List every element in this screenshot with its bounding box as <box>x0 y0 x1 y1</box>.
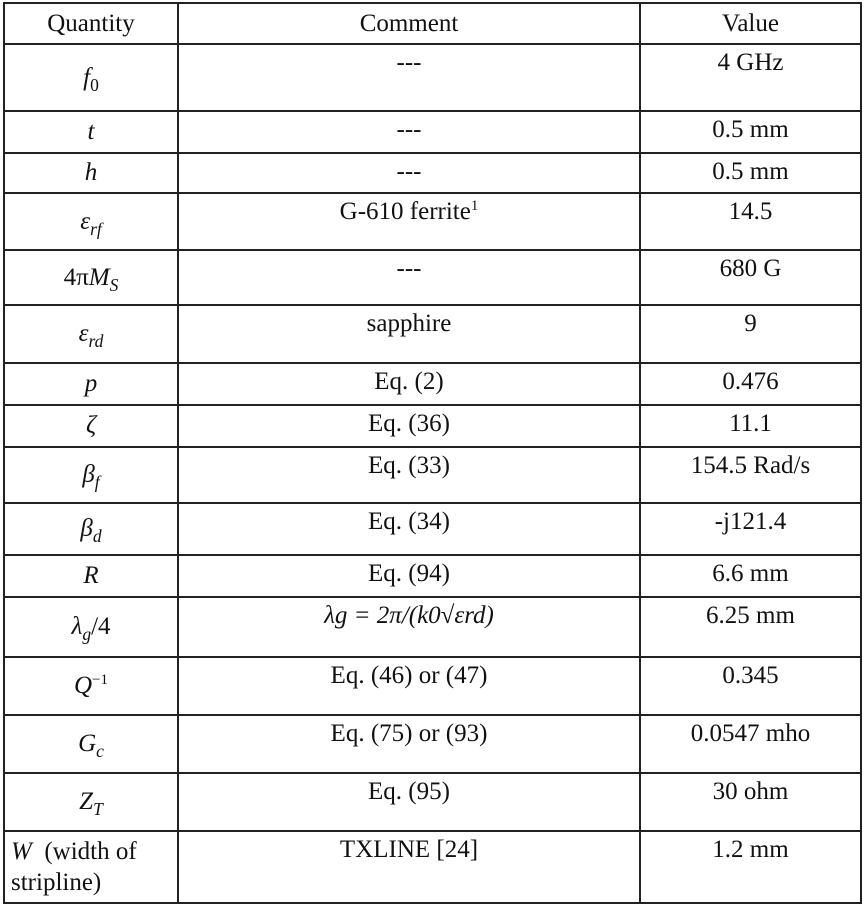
quantity-cell: $f_0$ <box>4 44 178 111</box>
table-row <box>4 405 861 447</box>
value-cell: 680 G <box>640 250 861 305</box>
value-cell: -j121.4 <box>640 503 861 555</box>
quantity-cell: $G_c$ <box>4 715 178 773</box>
table-row <box>4 111 861 153</box>
comment-cell: --- <box>178 44 640 111</box>
value-cell: 0.0547 mho <box>640 715 861 773</box>
table-row <box>4 773 861 831</box>
quantity-cell: $Q^{-1}$ <box>4 657 178 715</box>
value-cell: 9 <box>640 305 861 363</box>
quantity-cell: $\varepsilon_{rf}$ <box>4 193 178 250</box>
comment-cell: --- <box>178 250 640 305</box>
value-cell: 1.2 mm <box>640 831 861 903</box>
comment-cell: G-610 ferrite$^1$ <box>178 193 640 250</box>
comment-cell: Eq. (34) <box>178 503 640 555</box>
table-row <box>4 657 861 715</box>
table-row <box>4 503 861 555</box>
quantity-cell: $\beta_d$ <box>4 503 178 555</box>
value-cell: 0.5 mm <box>640 153 861 193</box>
comment-cell: sapphire <box>178 305 640 363</box>
parameters-table <box>3 2 862 904</box>
table-row <box>4 447 861 503</box>
table-row <box>4 250 861 305</box>
header-comment: Comment <box>178 3 640 44</box>
quantity-cell: h <box>4 153 178 193</box>
comment-cell: Eq. (33) <box>178 447 640 503</box>
comment-cell: Eq. (36) <box>178 405 640 447</box>
table-row <box>4 555 861 597</box>
comment-cell: Eq. (75) or (93) <box>178 715 640 773</box>
value-cell: 30 ohm <box>640 773 861 831</box>
value-cell: 154.5 Rad/s <box>640 447 861 503</box>
value-cell: 0.476 <box>640 363 861 405</box>
table-row <box>4 193 861 250</box>
table-row <box>4 597 861 657</box>
quantity-cell: $Z_T$ <box>4 773 178 831</box>
comment-cell: Eq. (2) <box>178 363 640 405</box>
value-cell: 4 GHz <box>640 44 861 111</box>
comment-cell: Eq. (46) or (47) <box>178 657 640 715</box>
table-row <box>4 153 861 193</box>
value-cell: 0.345 <box>640 657 861 715</box>
comment-cell: Eq. (95) <box>178 773 640 831</box>
value-cell: 0.5 mm <box>640 111 861 153</box>
value-cell: 14.5 <box>640 193 861 250</box>
quantity-cell: ζ <box>4 405 178 447</box>
quantity-cell: $\lambda_g/4$ <box>4 597 178 657</box>
table-row <box>4 831 861 903</box>
header-row <box>4 3 861 44</box>
value-cell: 6.6 mm <box>640 555 861 597</box>
comment-cell: --- <box>178 153 640 193</box>
table-row <box>4 305 861 363</box>
quantity-cell: $4\pi M_S$ <box>4 250 178 305</box>
wavelength-formula: λg = 2π/(k0√εrd) <box>178 597 640 657</box>
value-cell: 11.1 <box>640 405 861 447</box>
quantity-cell: t <box>4 111 178 153</box>
table-row <box>4 715 861 773</box>
quantity-cell: p <box>4 363 178 405</box>
comment-cell: --- <box>178 111 640 153</box>
header-value: Value <box>640 3 861 44</box>
quantity-cell: $\beta_f$ <box>4 447 178 503</box>
table-row <box>4 44 861 111</box>
header-quantity: Quantity <box>4 3 178 44</box>
quantity-cell: R <box>4 555 178 597</box>
comment-cell: TXLINE [24] <box>178 831 640 903</box>
table-row <box>4 363 861 405</box>
quantity-cell: W (width of stripline) <box>4 831 178 903</box>
quantity-cell: $\varepsilon_{rd}$ <box>4 305 178 363</box>
comment-cell: Eq. (94) <box>178 555 640 597</box>
value-cell: 6.25 mm <box>640 597 861 657</box>
